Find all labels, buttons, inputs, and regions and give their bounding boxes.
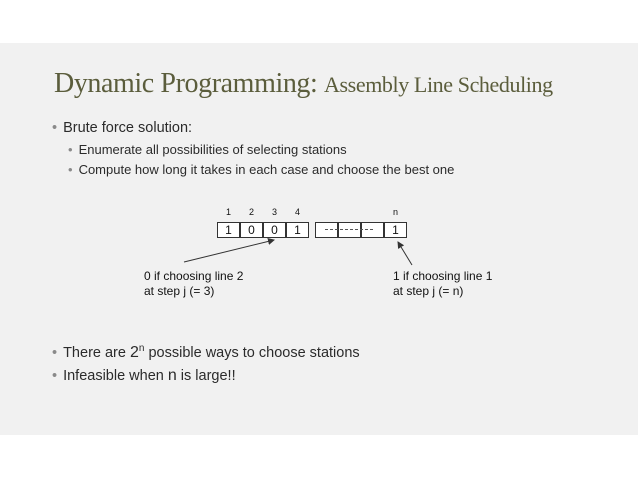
index-label-2: 2 [248, 207, 254, 217]
variable-n: n [167, 367, 177, 384]
right-annotation-line2: at step j (= n) [393, 284, 464, 298]
bullet-dot-icon: • [68, 142, 73, 157]
bullet-dot-icon: • [52, 344, 58, 361]
bullet-text: Compute how long it takes in each case and choose the best one [78, 162, 455, 177]
left-annotation [144, 269, 243, 299]
bullet-dot-icon: • [52, 120, 58, 136]
left-annotation-line1: 0 if choosing line 2 [144, 269, 244, 283]
vector-cell-2: 0 [240, 222, 263, 238]
bullet-dot-icon: • [52, 368, 58, 384]
index-label-4: 4 [294, 207, 300, 217]
bullet-text: Enumerate all possibilities of selecting stations [78, 142, 347, 157]
bullet-post: possible ways to choose stations [144, 344, 360, 361]
index-label-1: 1 [225, 207, 231, 217]
index-label-n: n [392, 207, 398, 217]
bullet-pre: Infeasible when [63, 368, 168, 384]
bullet-infeasible [52, 367, 236, 385]
bullet-pre: There are [63, 344, 130, 361]
left-arrow [184, 240, 274, 262]
power-base: 2 [129, 343, 139, 361]
vector-cell-4: 1 [286, 222, 309, 238]
vector-cell-1: 1 [217, 222, 240, 238]
right-arrow [398, 242, 412, 265]
vector-cell-n: 1 [384, 222, 407, 238]
bullet-post: is large!! [176, 368, 236, 384]
left-annotation-line2: at step j (= 3) [144, 284, 215, 298]
right-annotation [393, 269, 492, 299]
bullet-text: Brute force solution: [63, 120, 193, 136]
right-annotation-line1: 1 if choosing line 1 [393, 269, 493, 283]
slide [0, 43, 638, 435]
bullet-dot-icon: • [68, 162, 73, 177]
title-sub: Assembly Line Scheduling [324, 72, 553, 97]
index-label-3: 3 [271, 207, 277, 217]
bullet-2n-ways [52, 343, 360, 362]
power-exponent: n [138, 343, 145, 354]
vector-cell-3: 0 [263, 222, 286, 238]
title-main: Dynamic Programming: [54, 68, 325, 99]
